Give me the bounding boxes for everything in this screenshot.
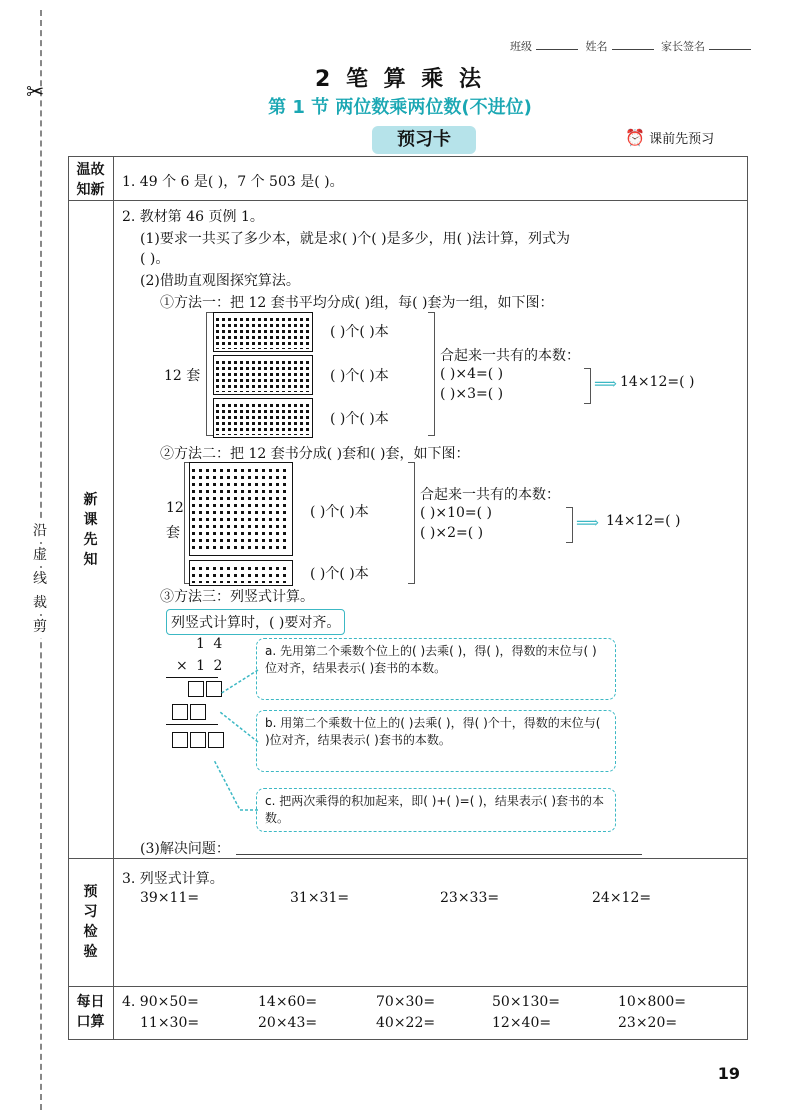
m1-count-3: ( )个( )本 xyxy=(330,411,389,427)
parent-sign-label: 家长签名 xyxy=(661,40,705,53)
cut-label-3: 线 xyxy=(28,568,52,590)
row-label-new: 新课先知 xyxy=(83,492,98,568)
step-c-box: c. 把两次乘得的积加起来，即( )+( )=( )，结果表示( )套书的本数。 xyxy=(256,788,616,832)
table-divider xyxy=(113,156,114,1040)
arrow-b xyxy=(220,712,258,742)
step-b-box: b. 用第二个乘数十位上的( )去乘( )，得( )个十，得数的末位与( )位对齐，结果表示( )套书的本数。 xyxy=(256,710,616,772)
m1-count-1: ( )个( )本 xyxy=(330,324,389,340)
left-brace xyxy=(206,312,213,436)
q2-part3: (3)解决问题： xyxy=(140,841,230,857)
step-a-box: a. 先用第二个乘数个位上的( )去乘( )，得( )，得数的末位与( )位对齐，结果表示( )套书的本数。 xyxy=(256,638,616,700)
eq-brace xyxy=(584,368,591,404)
m2-eq-1: ( )×10=( ) xyxy=(420,505,493,521)
vertical-multiplier: × 1 2 xyxy=(176,658,225,674)
q2-part2: (2)借助直观图探究算法。 xyxy=(140,273,300,289)
m1-set-label: 12 套 xyxy=(164,368,201,384)
m1-count-2: ( )个( )本 xyxy=(330,368,389,384)
row-label-daily: 每日口算 xyxy=(76,994,105,1030)
m2-set-label-1: 12 xyxy=(166,500,184,516)
row-label-review: 温故知新 xyxy=(76,162,105,198)
m2-count-2: ( )个( )本 xyxy=(310,566,369,582)
q2-part1-a: (1)要求一共买了多少本，就是求( )个( )是多少，用( )法计算，列式为 xyxy=(140,231,570,247)
question-1: 1. 49 个 6 是( )，7 个 503 是( )。 xyxy=(122,174,344,190)
q4-r1-2: 14×60= xyxy=(258,994,318,1010)
q3-item-1: 39×11= xyxy=(140,890,200,906)
row-line xyxy=(68,858,748,859)
m2-eq-2: ( )×2=( ) xyxy=(420,525,484,541)
right-brace xyxy=(428,312,435,436)
m2-count-1: ( )个( )本 xyxy=(310,504,369,520)
section-title: 第 1 节 两位数乘两位数(不进位) xyxy=(268,97,532,118)
preview-text: 课前先预习 xyxy=(649,132,715,147)
question-3-title: 3. 列竖式计算。 xyxy=(122,871,224,887)
question-2-title: 2. 教材第 46 页例 1。 xyxy=(122,209,264,225)
header-fields xyxy=(510,38,755,54)
card-title: 预习卡 xyxy=(372,126,476,154)
book-grid-2 xyxy=(190,561,292,585)
cut-label-2: 虚 xyxy=(28,544,52,566)
m1-sum-label: 合起来一共有的本数： xyxy=(440,348,580,364)
q4-r2-2: 20×43= xyxy=(258,1015,318,1031)
class-label: 班级 xyxy=(510,40,532,53)
chapter-title: 2 笔 算 乘 法 xyxy=(315,67,485,92)
cut-label-1: 沿 xyxy=(28,520,52,542)
page-number: 19 xyxy=(717,1064,740,1083)
m2-set-label-2: 套 xyxy=(166,525,180,541)
name-label: 姓名 xyxy=(585,40,608,53)
q2-part1-b: ( )。 xyxy=(140,251,170,267)
answer-line xyxy=(236,854,642,855)
row-label-check: 预习检验 xyxy=(83,884,98,960)
book-grid-1 xyxy=(214,313,312,351)
arrow-c xyxy=(214,760,258,810)
book-grid-3 xyxy=(214,399,312,437)
vertical-top: 1 4 xyxy=(196,636,225,652)
row-line xyxy=(68,200,748,201)
m2-result: 14×12=( ) xyxy=(606,513,681,529)
q4-r1-5: 10×800= xyxy=(618,994,686,1010)
method-1: ①方法一：把 12 套书平均分成( )组，每( )套为一组，如下图： xyxy=(160,295,554,311)
q4-r2-5: 23×20= xyxy=(618,1015,678,1031)
cut-label-4: 裁 xyxy=(28,592,52,614)
q4-r1-4: 50×130= xyxy=(492,994,560,1010)
q3-item-2: 31×31= xyxy=(290,890,350,906)
q4-r2-1: 11×30= xyxy=(140,1015,200,1031)
q4-r1-3: 70×30= xyxy=(376,994,436,1010)
book-grid-10 xyxy=(190,463,292,555)
book-grid-2 xyxy=(214,356,312,394)
align-note: 列竖式计算时，( )要对齐。 xyxy=(166,609,345,635)
m1-eq-2: ( )×3=( ) xyxy=(440,386,504,402)
q3-item-4: 24×12= xyxy=(592,890,652,906)
method-2: ②方法二：把 12 套书分成( )套和( )套，如下图： xyxy=(160,446,470,462)
arrow-right-icon: ⟹ xyxy=(576,513,599,532)
scissors-icon: ✂ xyxy=(26,80,45,105)
q4-r2-4: 12×40= xyxy=(492,1015,552,1031)
m2-sum-label: 合起来一共有的本数： xyxy=(420,487,560,503)
arrow-right-icon: ⟹ xyxy=(594,374,617,393)
q3-item-3: 23×33= xyxy=(440,890,500,906)
cut-label-5: 剪 xyxy=(28,616,52,638)
method-3: ③方法三：列竖式计算。 xyxy=(160,589,314,605)
m1-eq-1: ( )×4=( ) xyxy=(440,366,504,382)
m1-result: 14×12=( ) xyxy=(620,374,695,390)
row-line xyxy=(68,986,748,987)
right-brace xyxy=(408,462,415,584)
q4-r1-1: 4. 90×50= xyxy=(122,994,199,1010)
alarm-clock-icon: ⏰ xyxy=(625,128,645,147)
eq-brace xyxy=(566,507,573,543)
q4-r2-3: 40×22= xyxy=(376,1015,436,1031)
preview-label xyxy=(625,128,714,147)
arrow-a xyxy=(220,670,258,694)
